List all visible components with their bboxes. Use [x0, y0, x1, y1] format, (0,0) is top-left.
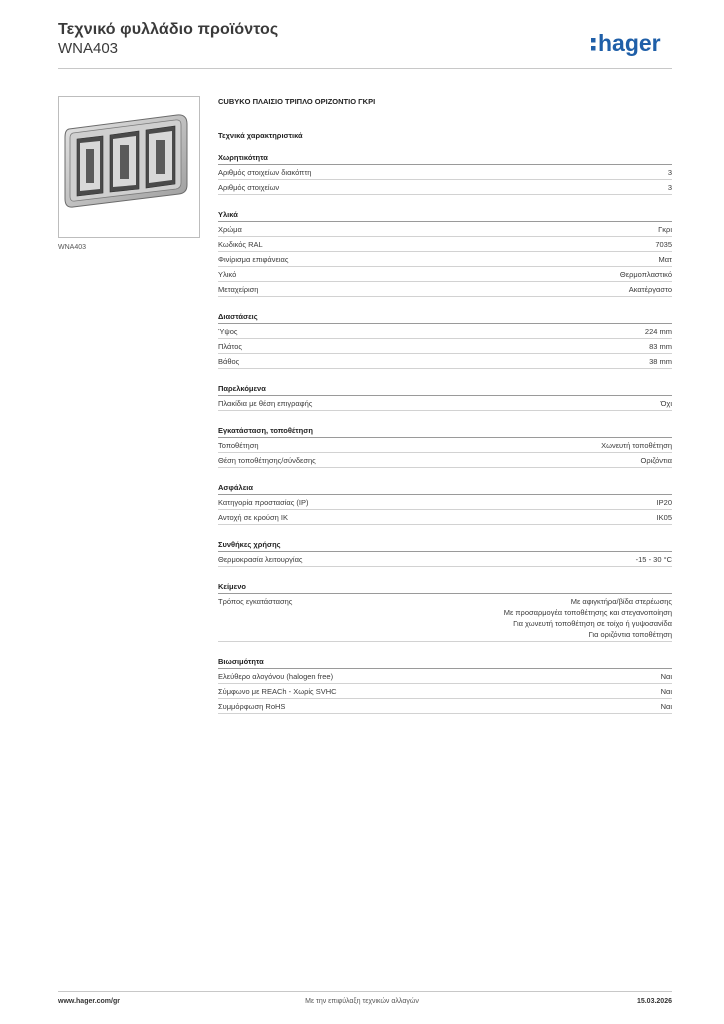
spec-value-line: Για οριζόντια τοποθέτηση: [588, 629, 672, 639]
spec-value-line: Θερμοπλαστικό: [619, 269, 672, 279]
spec-value: [649, 341, 672, 352]
spec-value: [601, 440, 672, 451]
spec-row: [218, 699, 672, 714]
footer-divider: [58, 991, 672, 992]
spec-value: [649, 356, 672, 367]
section-title: Κείμενο: [218, 581, 672, 594]
section-title: Εγκατάσταση, τοποθέτηση: [218, 425, 672, 438]
spec-row: [218, 552, 672, 567]
spec-value-line: Όχι: [660, 398, 672, 408]
spec-sections: [218, 152, 672, 714]
spec-row: [218, 396, 672, 411]
spec-row: [218, 282, 672, 297]
spec-content: [218, 96, 672, 714]
footer-date: 15.03.2026: [636, 998, 672, 1005]
spec-row: [218, 438, 672, 453]
spec-value: [655, 239, 672, 250]
spec-row: [218, 354, 672, 369]
section-title: Υλικά: [218, 209, 672, 222]
spec-value-line: Με αφιγκτήρα/βίδα στερέωσης: [570, 596, 672, 606]
section-title: Διαστάσεις: [218, 311, 672, 324]
spec-value-line: Οριζόντια: [640, 455, 672, 465]
spec-value-line: -15 - 30 °C: [635, 554, 672, 564]
spec-row: [218, 453, 672, 468]
spec-value: [661, 686, 672, 697]
section-title: Συνθήκες χρήσης: [218, 539, 672, 552]
spec-label: Κατηγορία προστασίας (IP): [218, 497, 309, 507]
spec-label: Σύμφωνο με REACh - Χωρίς SVHC: [218, 686, 337, 696]
image-caption: WNA403: [58, 244, 87, 251]
section-title: Βιωσιμότητα: [218, 656, 672, 669]
spec-label: Θερμοκρασία λειτουργίας: [218, 554, 303, 564]
spec-value: [658, 224, 672, 235]
spec-value-line: 3: [667, 167, 672, 177]
product-code: WNA403: [58, 40, 119, 57]
spec-value-line: Ναι: [660, 701, 672, 711]
spec-row: [218, 324, 672, 339]
spec-row: [218, 495, 672, 510]
technical-characteristics-heading: Τεχνικά χαρακτηριστικά: [218, 131, 303, 140]
spec-value-line: 38 mm: [649, 356, 672, 366]
spec-value-line: Ναι: [660, 686, 672, 696]
spec-value-line: IK05: [656, 512, 672, 522]
spec-value: [661, 671, 672, 682]
spec-value: [636, 554, 672, 565]
header-divider: [58, 68, 672, 69]
footer-notice: Με την επιφύλαξη τεχνικών αλλαγών: [305, 998, 419, 1005]
spec-row: [218, 339, 672, 354]
spec-row: [218, 252, 672, 267]
spec-value-line: Με προσαρμογέα τοποθέτησης και στεγανοποίηση: [503, 607, 672, 617]
spec-row: [218, 510, 672, 525]
triple-frame-illustration: [59, 97, 199, 237]
spec-label: Ύψος: [218, 326, 238, 336]
spec-row: [218, 267, 672, 282]
spec-label: Συμμόρφωση RoHS: [218, 701, 286, 711]
footer-website: www.hager.com/gr: [58, 998, 120, 1005]
spec-label: Ελεύθερο αλογόνου (halogen free): [218, 671, 334, 681]
spec-row: [218, 165, 672, 180]
spec-row: [218, 222, 672, 237]
spec-label: Κωδικός RAL: [218, 239, 263, 249]
section-title: Παρελκόμενα: [218, 383, 672, 396]
spec-value-line: Γκρι: [658, 224, 672, 234]
spec-value: [641, 455, 672, 466]
section-title: Ασφάλεια: [218, 482, 672, 495]
spec-value-line: Ακατέργαστο: [628, 284, 672, 294]
spec-label: Χρώμα: [218, 224, 242, 234]
spec-value-line: Για χωνευτή τοποθέτηση σε τοίχο ή γυψοσανίδα: [513, 618, 672, 628]
spec-label: Τοποθέτηση: [218, 440, 259, 450]
spec-value: [668, 182, 672, 193]
spec-value-line: Ναι: [660, 671, 672, 681]
spec-value-line: 7035: [655, 239, 672, 249]
page-title: Τεχνικό φυλλάδιο προϊόντος: [58, 21, 279, 38]
spec-value: [504, 596, 672, 640]
spec-value: [658, 254, 672, 265]
spec-label: Μεταχείριση: [218, 284, 259, 294]
product-name: CUBYKO ΠΛΑΙΣΙΟ ΤΡΙΠΛΟ ΟΡΙΖΟΝΤΙΟ ΓΚΡΙ: [218, 97, 376, 106]
spec-label: Τρόπος εγκατάστασης: [218, 596, 293, 606]
spec-label: Αντοχή σε κρούση IK: [218, 512, 288, 522]
spec-label: Αριθμός στοιχείων: [218, 182, 280, 192]
spec-value: [661, 398, 672, 409]
spec-value-line: Χωνευτή τοποθέτηση: [601, 440, 672, 450]
logo-text: hager: [598, 30, 661, 56]
spec-value: [645, 326, 672, 337]
spec-label: Υλικό: [218, 269, 237, 279]
spec-value-line: IP20: [656, 497, 672, 507]
spec-value-line: 83 mm: [649, 341, 672, 351]
spec-label: Θέση τοποθέτησης/σύνδεσης: [218, 455, 316, 465]
spec-value: [668, 167, 672, 178]
spec-value: [661, 701, 672, 712]
spec-row: [218, 237, 672, 252]
spec-value: [629, 284, 672, 295]
spec-value-line: 3: [667, 182, 672, 192]
spec-label: Βάθος: [218, 356, 240, 366]
spec-row: [218, 594, 672, 642]
spec-value: [657, 497, 672, 508]
hager-logo: [591, 28, 673, 58]
spec-label: Αριθμός στοιχείων διακόπτη: [218, 167, 312, 177]
spec-row: [218, 669, 672, 684]
spec-row: [218, 684, 672, 699]
spec-value-line: Ματ: [658, 254, 672, 264]
spec-row: [218, 180, 672, 195]
spec-label: Πλακίδια με θέση επιγραφής: [218, 398, 313, 408]
spec-label: Φινίρισμα επιφάνειας: [218, 254, 289, 264]
spec-label: Πλάτος: [218, 341, 243, 351]
section-title: Χωρητικότητα: [218, 152, 672, 165]
spec-value: [620, 269, 672, 280]
product-image: [58, 96, 200, 238]
spec-value-line: 224 mm: [644, 326, 672, 336]
spec-value: [657, 512, 672, 523]
